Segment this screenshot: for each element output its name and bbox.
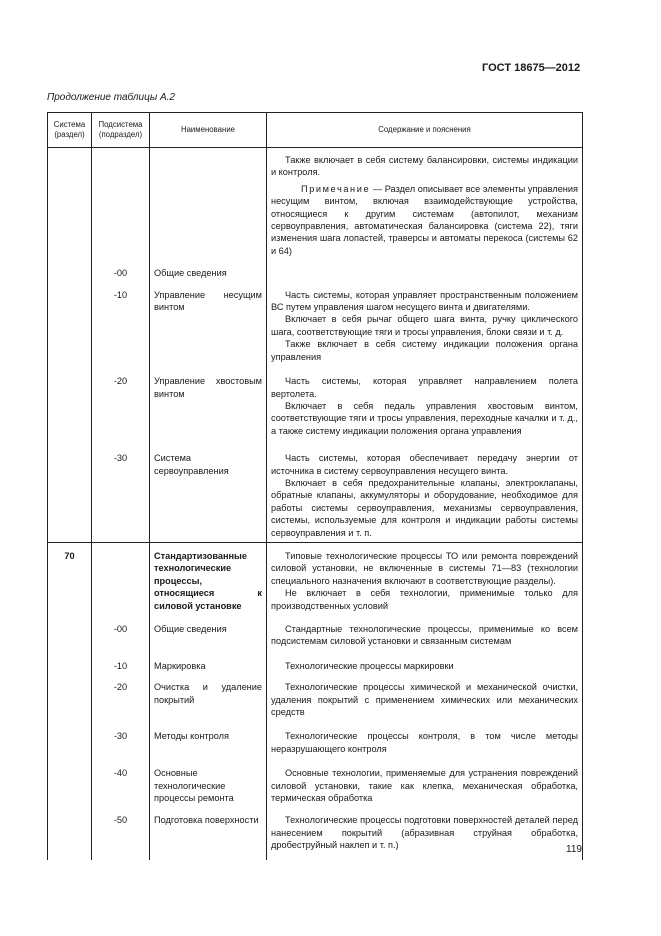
system-code (48, 148, 92, 262)
table-row (48, 261, 583, 283)
table-row (48, 616, 583, 652)
col-header-content: Содержание и пояснения (267, 113, 583, 148)
system-code (48, 441, 92, 542)
row-description (267, 808, 583, 859)
description-paragraph: Включает в себя предохранительные клапаны, электроклапаны, обратные клапаны, аккумуляторы и оборудование, необходимое для работы системы сервоуправления, механизмы сервоуправления, системы, используемые для контроля и индикации работы системы сервоуправления и т. п. (271, 477, 578, 538)
system-code: 70 (48, 542, 92, 616)
description-paragraph: Технологические процессы контроля, в том числе методы неразрушающего контроля (271, 731, 578, 754)
subsystem-code: -50 (92, 808, 150, 859)
row-name: Управление несущим винтом (150, 284, 267, 367)
row-description (267, 284, 583, 367)
description-paragraph: Включает в себя педаль управления хвостовым винтом, соответствующие тяги и тросы управления, переходные качалки и т. д., а также систему индикации положения органа управления (271, 400, 578, 436)
description-paragraph: Основные технологии, применяемые для устранения повреждений силовой установки, такие как клепка, механическая обработка, термическая обработка (271, 768, 578, 804)
system-code (48, 759, 92, 808)
table-row (48, 284, 583, 367)
description-paragraph: Технологические процессы химической и механической очистки, удаления покрытий с применением химических или механических средств (271, 682, 578, 718)
note-paragraph (271, 183, 578, 257)
table-row (48, 759, 583, 808)
table-row (48, 722, 583, 759)
systems-table (47, 112, 583, 860)
subsystem-code: -30 (92, 722, 150, 759)
row-name: Система сервоуправления (150, 441, 267, 542)
row-description (267, 261, 583, 283)
row-name: Управление хвостовым винтом (150, 367, 267, 441)
description-paragraph: Также включает в себя систему индикации положения органа управления (271, 339, 578, 362)
table-row (48, 148, 583, 262)
subsystem-code: -30 (92, 441, 150, 542)
table-row (48, 652, 583, 676)
row-description (267, 722, 583, 759)
description-paragraph: Часть системы, которая управляет направлением полета вертолета. (271, 376, 578, 399)
page-number: 119 (566, 844, 582, 855)
row-name: Стандартизованные технологические процессы, относящиеся к силовой установке (150, 542, 267, 616)
document-code: ГОСТ 18675—2012 (482, 62, 581, 74)
col-header-system: Система (раздел) (48, 113, 92, 148)
subsystem-code: -10 (92, 652, 150, 676)
row-description (267, 676, 583, 722)
row-name: Основные технологические процессы ремонта (150, 759, 267, 808)
col-header-name: Наименование (150, 113, 267, 148)
subsystem-code: -00 (92, 261, 150, 283)
note-text: — Раздел описывает все элементы управления несущим винтом, включая взаимодействующие устройства, относящиеся к другим системам (автопилот, механизм сервоуправления, автоматическая балансировка (система 22), тяги изменения шага лопастей, траверсы и автоматы перекоса (системы 62 и 64) (271, 183, 578, 256)
subsystem-code (92, 542, 150, 616)
system-code (48, 261, 92, 283)
note-label: Примечание (301, 183, 371, 194)
system-code (48, 722, 92, 759)
system-code (48, 616, 92, 652)
row-description (267, 367, 583, 441)
row-description (267, 441, 583, 542)
row-name: Маркировка (150, 652, 267, 676)
row-description (267, 148, 583, 262)
row-name: Методы контроля (150, 722, 267, 759)
row-name: Подготовка поверхности (150, 808, 267, 859)
description-paragraph: Часть системы, которая управляет пространственным положением ВС путем управления шагом несущего винта и двигателями. (271, 289, 578, 313)
description-paragraph: Технологические процессы маркировки (285, 660, 454, 671)
row-description (267, 652, 583, 676)
table-continuation-caption: Продолжение таблицы А.2 (47, 92, 175, 103)
description-paragraph: Стандартные технологические процессы, применимые ко всем подсистемам силовой установки и связанным системам (271, 624, 578, 647)
subsystem-code: -40 (92, 759, 150, 808)
col-header-subsystem: Подсистема (подраздел) (92, 113, 150, 148)
description-paragraph: Включает в себя рычаг общего шага винта, ручку циклического шага, соответствующие тяги и тросы управления, блоки связи и т. д. (271, 314, 578, 337)
table-row (48, 367, 583, 441)
system-code (48, 367, 92, 441)
table-row (48, 676, 583, 722)
description-paragraph: Также включает в себя систему балансировки, системы индикации и контроля. (271, 155, 578, 178)
row-description (267, 759, 583, 808)
system-code (48, 808, 92, 859)
system-code (48, 676, 92, 722)
row-description (267, 616, 583, 652)
table-row (48, 441, 583, 542)
subsystem-code: -10 (92, 284, 150, 367)
system-code (48, 652, 92, 676)
description-paragraph: Часть системы, которая обеспечивает передачу энергии от источника в систему сервоуправления несущего винта. (271, 453, 578, 476)
row-name (150, 148, 267, 262)
system-code (48, 284, 92, 367)
row-description (267, 542, 583, 616)
row-name: Общие сведения (150, 261, 267, 283)
row-name: Очистка и удаление покрытий (150, 676, 267, 722)
row-name: Общие сведения (150, 616, 267, 652)
subsystem-code: -20 (92, 676, 150, 722)
description-paragraph: Не включает в себя технологии, применимые только для производственных условий (271, 588, 578, 611)
subsystem-code: -20 (92, 367, 150, 441)
subsystem-code (92, 148, 150, 262)
table-header-row (48, 113, 583, 148)
description-paragraph: Типовые технологические процессы ТО или ремонта повреждений силовой установки, не включенные в системы 71—83 (технологии специального назначения включают в соответствующие разделы). (271, 550, 578, 586)
description-paragraph: Технологические процессы подготовки поверхностей деталей перед нанесением покрытий (абразивная струйная обработка, дробеструйный наклеп и т. п.) (271, 815, 578, 851)
table-row (48, 542, 583, 616)
subsystem-code: -00 (92, 616, 150, 652)
table-row (48, 808, 583, 859)
